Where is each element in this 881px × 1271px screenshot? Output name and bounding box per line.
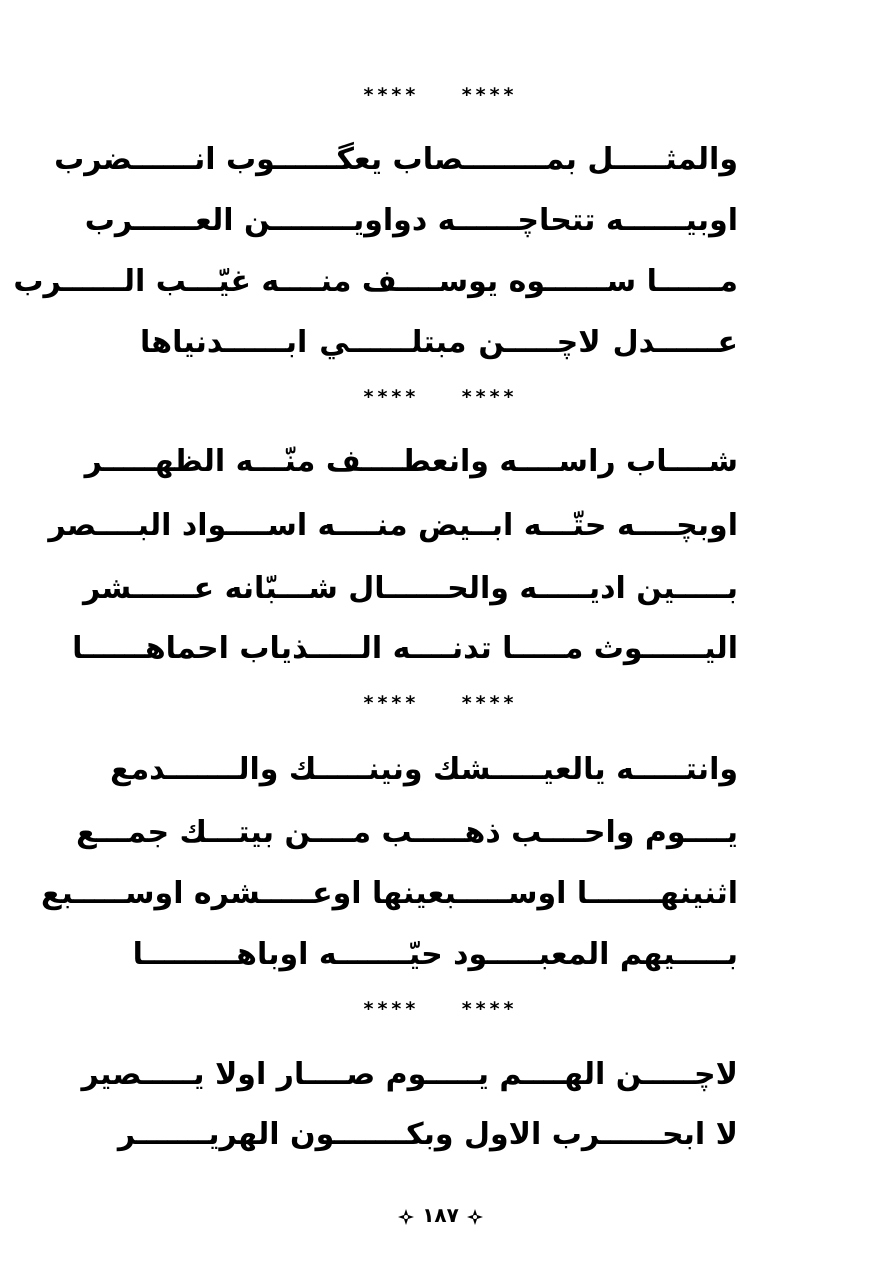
verse-line: يــــوم واحــــب ذهـــــب مــــن بيتـــك جمـــع — [76, 815, 738, 850]
verse-line: لاچـــــن الهــــم يـــــوم صــــار اولا يـــــصير — [81, 1057, 738, 1092]
verse-line: اوبيــــــه تتحاچــــــه دواويــــــــن العــــــرب — [84, 203, 738, 238]
verse-line: وانتـــــه يالعيـــــشك ونينـــــك والـــــــدمع — [110, 752, 738, 787]
verse-line: لا ابحــــــرب الاول وبكـــــــون الهريـــــــر — [117, 1117, 738, 1152]
verse-line: بـــــين اديـــــه والحــــــال شـــبّانه عــــــشر — [82, 571, 738, 606]
verse-line: اليــــــوث مـــــا تدنــــه الـــــذياب احماهــــــا — [72, 631, 738, 666]
page-number — [0, 1203, 881, 1227]
verse-line: شــــاب راســــه وانعطــــف منّـــه الظهـــــر — [84, 444, 738, 479]
page-number-text: ١٨٧ — [422, 1203, 459, 1227]
verse-line: اثنينهـــــــا اوســـــبعينها اوعـــــشره اوســـــبع — [41, 876, 738, 911]
star-separator: **** **** — [363, 84, 518, 106]
verse-line: اوبچــــه حتّـــه ابــيض منــــه اســــواد البــــصر — [48, 508, 738, 543]
ornament-icon — [466, 1208, 484, 1226]
ornament-icon — [397, 1208, 415, 1226]
verse-line: والمثـــــل بمــــــــصاب يعگــــــوب انــــــضرب — [54, 142, 738, 177]
verse-line: مــــــا ســــــوه يوســــف منــــه غيّـــب الــــــرب — [13, 264, 738, 299]
star-separator: **** **** — [363, 386, 518, 408]
verse-line: عــــــدل لاچـــــن مبتلــــــي ابــــــدنياها — [140, 325, 738, 360]
star-separator: **** **** — [363, 692, 518, 714]
verse-line: بـــــيهم المعبـــــود حيّـــــــه اوباهـــــــــا — [132, 937, 738, 972]
star-separator: **** **** — [363, 998, 518, 1020]
